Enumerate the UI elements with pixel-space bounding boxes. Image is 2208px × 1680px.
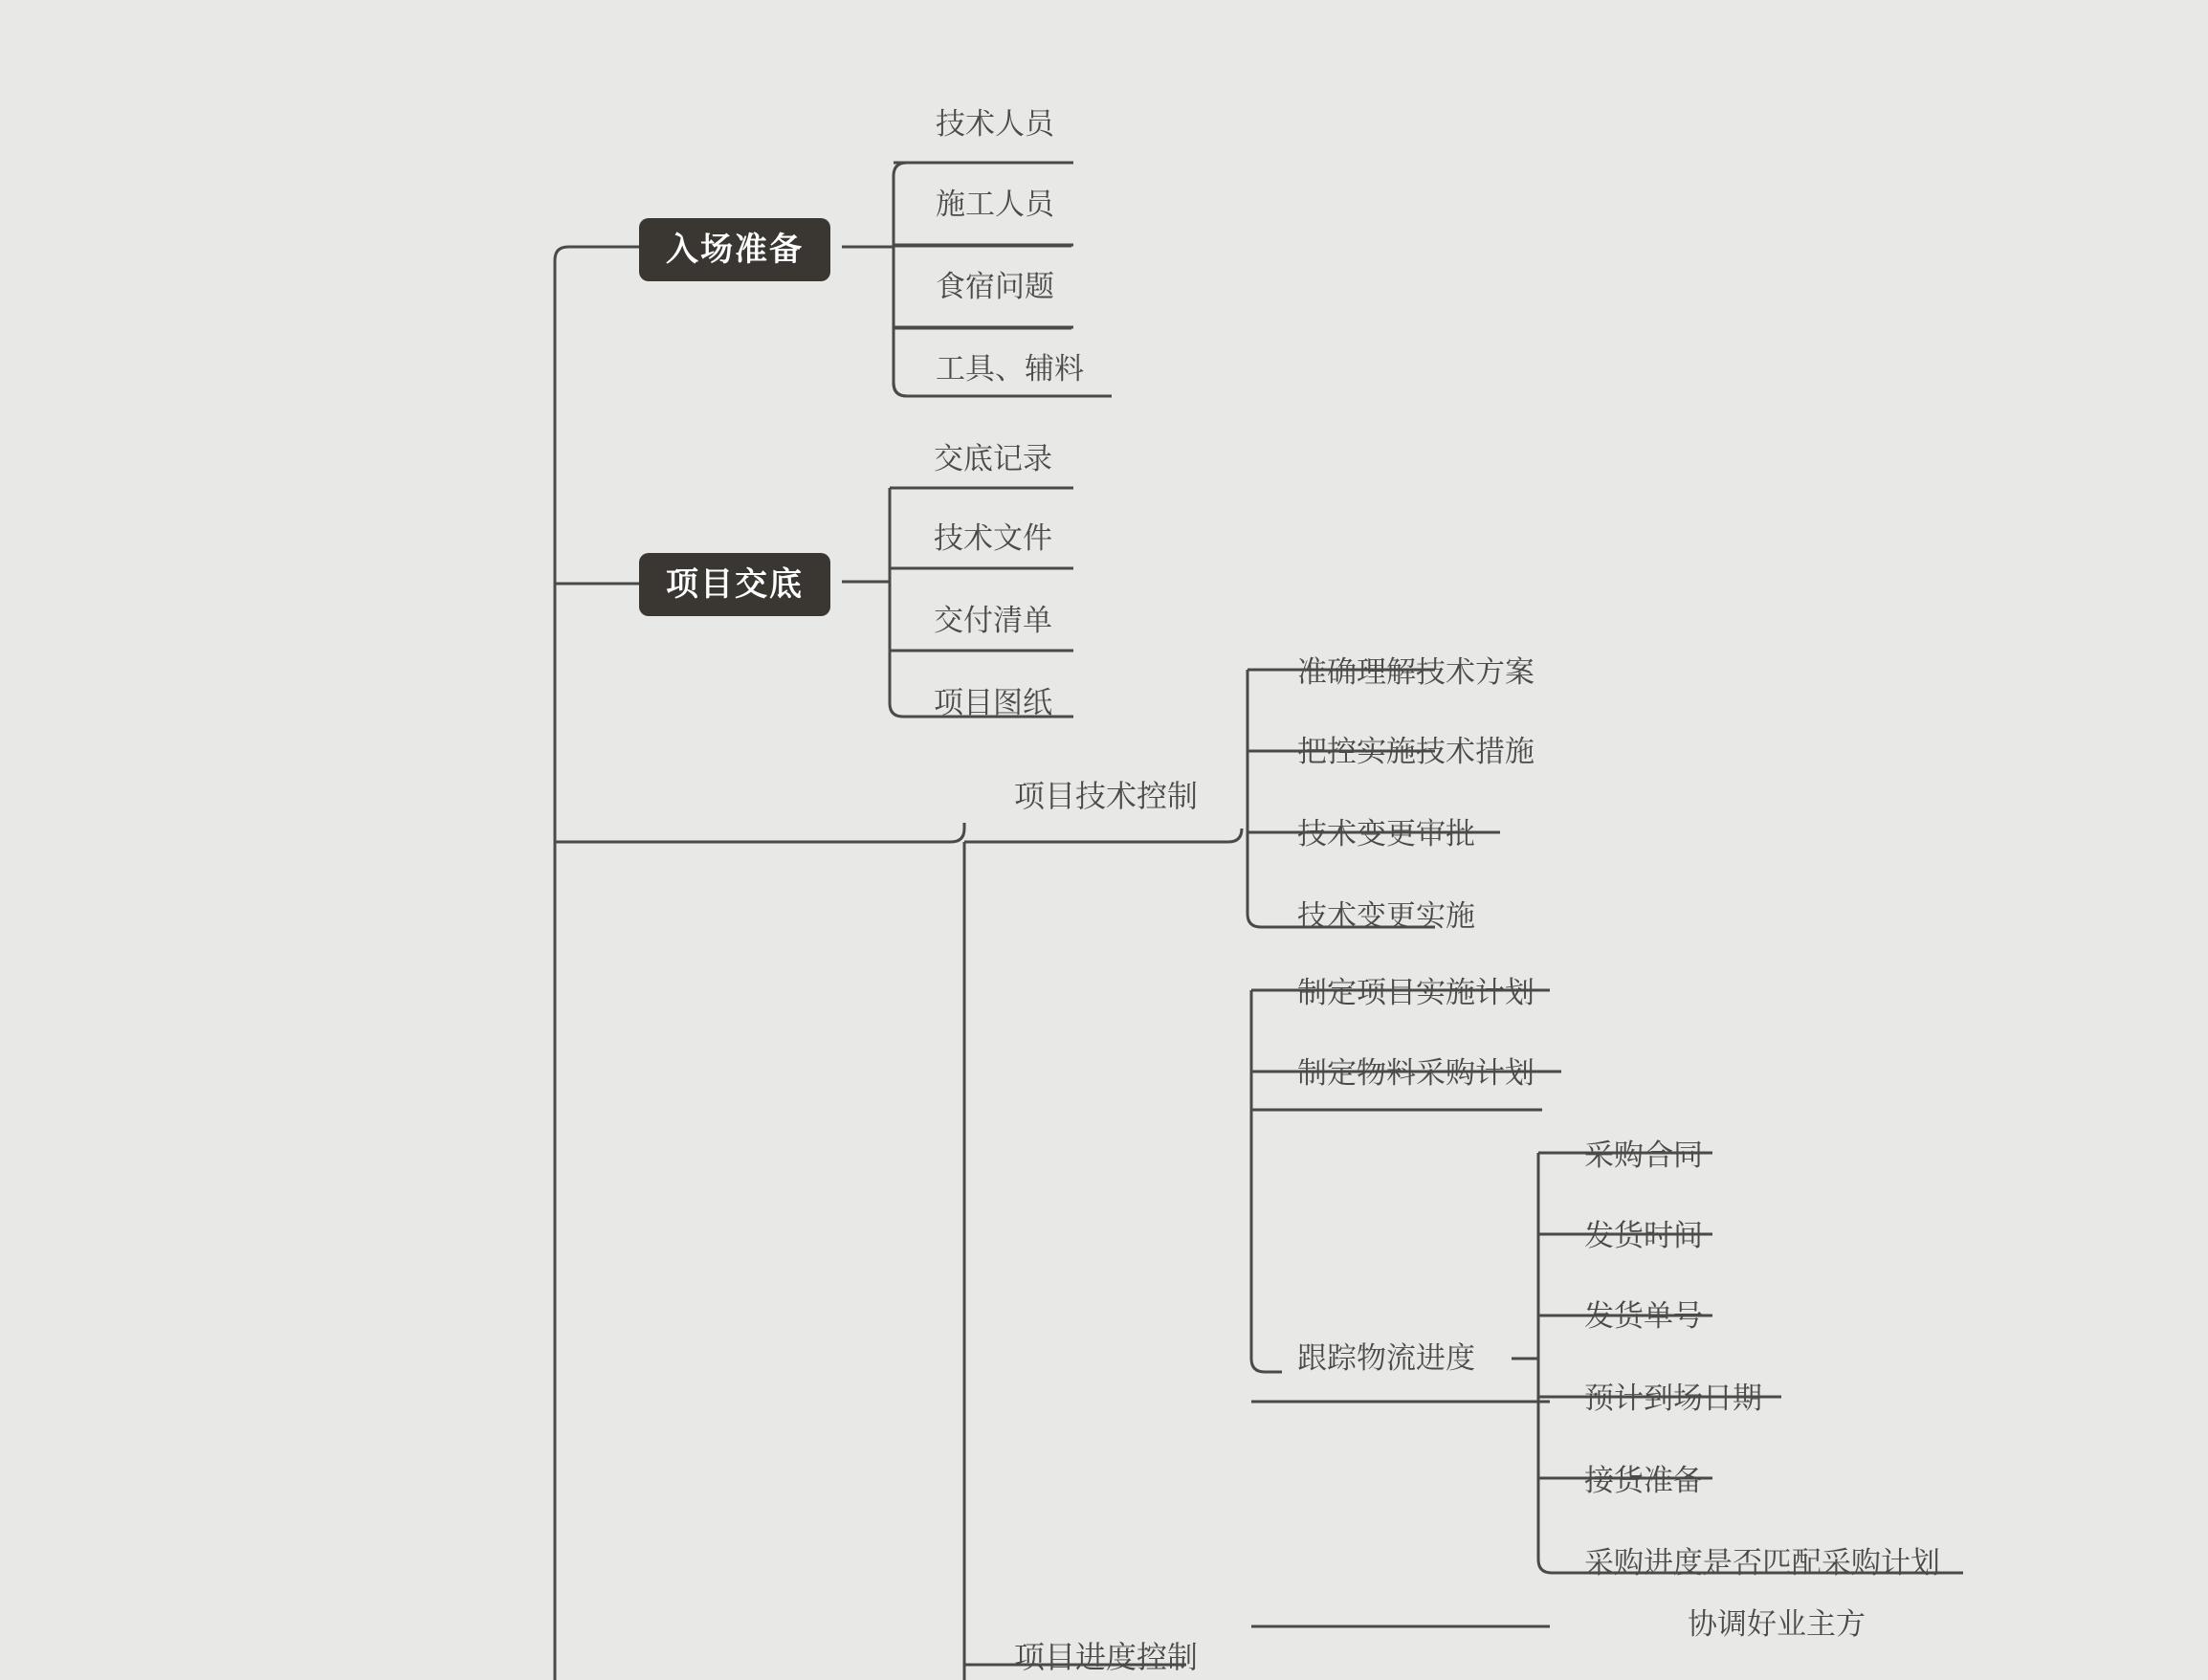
- node-zhiding-caigou-jihua[interactable]: [1292, 1054, 1540, 1092]
- node-label: 技术文件: [934, 521, 1052, 555]
- node-jishu-biangeng-shishi[interactable]: [1292, 897, 1481, 935]
- node-bakong-shishi-cuoshi[interactable]: [1292, 733, 1540, 770]
- node-label: 入场准备: [666, 232, 804, 268]
- node-caigou-hetong[interactable]: [1579, 1137, 1709, 1174]
- node-label: 采购进度是否匹配采购计划: [1584, 1546, 1940, 1580]
- node-caigou-jindu-pipei[interactable]: [1579, 1544, 1946, 1581]
- node-shigong-renyuan[interactable]: [930, 186, 1060, 223]
- node-label: 发货时间: [1584, 1219, 1703, 1252]
- node-label: 协调好业主方: [1688, 1607, 1866, 1641]
- node-label: 技术人员: [936, 107, 1054, 141]
- node-xiangmu-jindu-kongzhi[interactable]: [1008, 1638, 1203, 1676]
- node-jishu-renyuan[interactable]: [930, 105, 1060, 143]
- node-jiehuo-zhunbei[interactable]: [1579, 1462, 1709, 1499]
- node-label: 预计到场日期: [1584, 1382, 1762, 1415]
- node-label: 制定物料采购计划: [1297, 1056, 1535, 1090]
- node-ruchang-zhunbei[interactable]: [639, 218, 830, 281]
- node-label: 交底记录: [934, 442, 1052, 475]
- node-zhunque-lijie-fangan[interactable]: [1292, 653, 1540, 691]
- node-label: 项目进度控制: [1014, 1640, 1199, 1674]
- node-fahuo-danhao[interactable]: [1579, 1297, 1709, 1335]
- node-label: 接货准备: [1584, 1464, 1703, 1497]
- node-label: 准确理解技术方案: [1297, 655, 1535, 689]
- node-label: 交付清单: [934, 604, 1052, 637]
- node-label: 项目交底: [666, 566, 804, 603]
- node-gongju-fuliao[interactable]: [930, 350, 1090, 387]
- node-label: 技术变更审批: [1297, 817, 1475, 851]
- node-yuji-daochang-riqi[interactable]: [1579, 1380, 1768, 1417]
- node-xiangmu-jiaodi[interactable]: [639, 553, 830, 616]
- node-jishu-biangeng-shenpi[interactable]: [1292, 815, 1481, 852]
- node-jiaodi-jilu[interactable]: [928, 440, 1058, 477]
- node-label: 项目图纸: [934, 686, 1052, 719]
- node-label: 食宿问题: [936, 270, 1054, 303]
- node-label: 跟踪物流进度: [1297, 1341, 1475, 1375]
- node-label: 施工人员: [936, 188, 1054, 221]
- node-xiangmu-tuzhi[interactable]: [928, 684, 1058, 721]
- node-label: 工具、辅料: [936, 352, 1084, 386]
- node-label: 把控实施技术措施: [1297, 735, 1535, 768]
- node-fahuo-shijian[interactable]: [1579, 1217, 1709, 1254]
- node-label: 项目技术控制: [1014, 779, 1199, 813]
- node-label: 采购合同: [1584, 1138, 1703, 1172]
- node-label: 发货单号: [1584, 1299, 1703, 1333]
- node-xiangmu-jishu-kongzhi[interactable]: [1008, 777, 1203, 815]
- node-label: 制定项目实施计划: [1297, 976, 1535, 1009]
- node-jishu-wenjian[interactable]: [928, 519, 1058, 557]
- node-jiaofu-qingdan[interactable]: [928, 602, 1058, 639]
- node-shisu-wenti[interactable]: [930, 268, 1060, 305]
- node-genzong-wuliu-jindu[interactable]: [1292, 1339, 1481, 1377]
- node-xietiao-yezhufang[interactable]: [1682, 1605, 1871, 1643]
- node-zhiding-shishi-jihua[interactable]: [1292, 974, 1540, 1011]
- node-label: 技术变更实施: [1297, 899, 1475, 933]
